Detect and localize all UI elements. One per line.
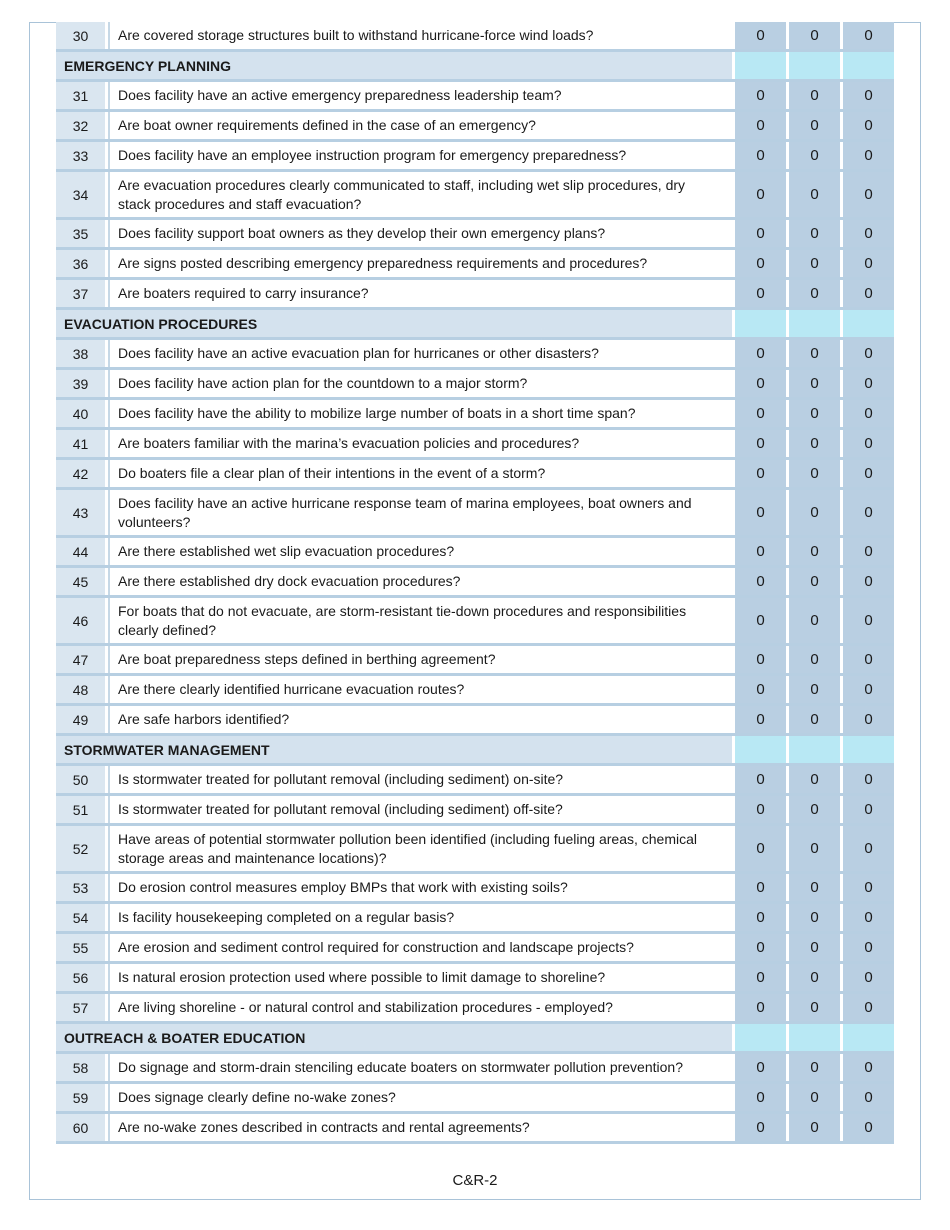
question-text: Are there clearly identified hurricane evacuation routes? (108, 676, 732, 703)
section-title: EMERGENCY PLANNING (56, 52, 732, 79)
question-row (56, 934, 894, 964)
score-cell: 0 (732, 934, 786, 961)
question-number: 36 (56, 250, 108, 277)
section-score-cell (786, 1024, 840, 1051)
question-text: Are boat owner requirements defined in the case of an emergency? (108, 112, 732, 139)
question-number: 49 (56, 706, 108, 733)
score-cell: 0 (786, 766, 840, 793)
score-cell: 0 (786, 280, 840, 307)
page-footer: C&R-2 (452, 1172, 498, 1189)
question-number: 47 (56, 646, 108, 673)
question-number: 42 (56, 460, 108, 487)
score-cell: 0 (786, 676, 840, 703)
question-row (56, 676, 894, 706)
question-row (56, 82, 894, 112)
question-number: 46 (56, 598, 108, 643)
question-text: Are boaters required to carry insurance? (108, 280, 732, 307)
question-row (56, 22, 894, 52)
score-cell: 0 (840, 1114, 894, 1141)
question-text: Are safe harbors identified? (108, 706, 732, 733)
question-text: Do erosion control measures employ BMPs that work with existing soils? (108, 874, 732, 901)
question-number: 52 (56, 826, 108, 871)
score-cell: 0 (732, 538, 786, 565)
question-text: Is facility housekeeping completed on a regular basis? (108, 904, 732, 931)
question-row (56, 280, 894, 310)
section-score-cell (840, 1024, 894, 1051)
question-row (56, 796, 894, 826)
score-cell: 0 (732, 646, 786, 673)
score-cell: 0 (786, 1084, 840, 1111)
section-header-row (56, 310, 894, 340)
question-row (56, 598, 894, 646)
section-score-cell (786, 310, 840, 337)
score-cell: 0 (732, 826, 786, 871)
score-cell: 0 (786, 1114, 840, 1141)
question-text: Are there established dry dock evacuation procedures? (108, 568, 732, 595)
score-cell: 0 (840, 220, 894, 247)
score-cell: 0 (840, 766, 894, 793)
score-cell: 0 (840, 82, 894, 109)
score-cell: 0 (840, 490, 894, 535)
question-row (56, 766, 894, 796)
question-row (56, 904, 894, 934)
question-row (56, 370, 894, 400)
section-score-cell (732, 736, 786, 763)
score-cell: 0 (786, 796, 840, 823)
question-row (56, 1054, 894, 1084)
question-row (56, 1114, 894, 1144)
score-cell: 0 (786, 142, 840, 169)
section-score-cell (786, 52, 840, 79)
question-text: Are boaters familiar with the marina’s evacuation policies and procedures? (108, 430, 732, 457)
question-number: 55 (56, 934, 108, 961)
question-number: 43 (56, 490, 108, 535)
score-cell: 0 (840, 538, 894, 565)
question-number: 40 (56, 400, 108, 427)
score-cell: 0 (840, 340, 894, 367)
score-cell: 0 (786, 646, 840, 673)
question-number: 38 (56, 340, 108, 367)
score-cell: 0 (732, 766, 786, 793)
question-number: 32 (56, 112, 108, 139)
score-cell: 0 (840, 568, 894, 595)
question-text: Does facility have an active emergency preparedness leadership team? (108, 82, 732, 109)
question-row (56, 340, 894, 370)
question-row (56, 490, 894, 538)
score-cell: 0 (786, 400, 840, 427)
score-cell: 0 (786, 490, 840, 535)
section-header-row (56, 736, 894, 766)
score-cell: 0 (840, 1054, 894, 1081)
score-cell: 0 (732, 568, 786, 595)
score-cell: 0 (786, 538, 840, 565)
score-cell: 0 (840, 598, 894, 643)
score-cell: 0 (732, 904, 786, 931)
score-cell: 0 (786, 172, 840, 217)
score-cell: 0 (732, 490, 786, 535)
section-score-cell (786, 736, 840, 763)
question-row (56, 538, 894, 568)
question-row (56, 250, 894, 280)
question-number: 31 (56, 82, 108, 109)
score-cell: 0 (840, 826, 894, 871)
score-cell: 0 (732, 172, 786, 217)
question-text: Does facility have an active evacuation plan for hurricanes or other disasters? (108, 340, 732, 367)
score-cell: 0 (840, 460, 894, 487)
score-cell: 0 (840, 1084, 894, 1111)
score-cell: 0 (732, 1114, 786, 1141)
score-cell: 0 (732, 598, 786, 643)
score-cell: 0 (840, 112, 894, 139)
question-text: Are there established wet slip evacuation procedures? (108, 538, 732, 565)
score-cell: 0 (732, 460, 786, 487)
section-header-row (56, 1024, 894, 1054)
question-text: Is natural erosion protection used where possible to limit damage to shoreline? (108, 964, 732, 991)
score-cell: 0 (732, 280, 786, 307)
score-cell: 0 (840, 400, 894, 427)
score-cell: 0 (732, 994, 786, 1021)
score-cell: 0 (732, 676, 786, 703)
score-cell: 0 (786, 934, 840, 961)
score-cell: 0 (840, 994, 894, 1021)
score-cell: 0 (840, 796, 894, 823)
section-score-cell (732, 1024, 786, 1051)
question-text: Does facility have an employee instruction program for emergency preparedness? (108, 142, 732, 169)
question-number: 30 (56, 22, 108, 49)
score-cell: 0 (786, 22, 840, 49)
section-title: STORMWATER MANAGEMENT (56, 736, 732, 763)
question-row (56, 706, 894, 736)
question-number: 48 (56, 676, 108, 703)
section-score-cell (732, 310, 786, 337)
question-number: 45 (56, 568, 108, 595)
question-number: 59 (56, 1084, 108, 1111)
score-cell: 0 (840, 874, 894, 901)
question-row (56, 964, 894, 994)
score-cell: 0 (786, 826, 840, 871)
score-cell: 0 (786, 904, 840, 931)
score-cell: 0 (786, 568, 840, 595)
question-number: 34 (56, 172, 108, 217)
question-row (56, 568, 894, 598)
score-cell: 0 (840, 934, 894, 961)
question-row (56, 826, 894, 874)
checklist-table (56, 22, 894, 1144)
score-cell: 0 (840, 370, 894, 397)
score-cell: 0 (786, 994, 840, 1021)
score-cell: 0 (840, 22, 894, 49)
score-cell: 0 (786, 430, 840, 457)
question-row (56, 994, 894, 1024)
question-text: Are boat preparedness steps defined in berthing agreement? (108, 646, 732, 673)
question-text: Is stormwater treated for pollutant removal (including sediment) on-site? (108, 766, 732, 793)
question-text: Does signage clearly define no-wake zones? (108, 1084, 732, 1111)
question-number: 50 (56, 766, 108, 793)
question-number: 44 (56, 538, 108, 565)
question-text: Are evacuation procedures clearly communicated to staff, including wet slip procedures, dry stack procedures and staff evacuation? (108, 172, 732, 217)
score-cell: 0 (732, 112, 786, 139)
question-text: Are living shoreline - or natural control and stabilization procedures - employed? (108, 994, 732, 1021)
section-score-cell (732, 52, 786, 79)
score-cell: 0 (732, 796, 786, 823)
score-cell: 0 (786, 112, 840, 139)
section-score-cell (840, 310, 894, 337)
question-text: Are covered storage structures built to withstand hurricane-force wind loads? (108, 22, 732, 49)
score-cell: 0 (840, 646, 894, 673)
score-cell: 0 (786, 82, 840, 109)
question-number: 54 (56, 904, 108, 931)
question-row (56, 112, 894, 142)
score-cell: 0 (786, 706, 840, 733)
question-text: Are erosion and sediment control required for construction and landscape projects? (108, 934, 732, 961)
section-title: EVACUATION PROCEDURES (56, 310, 732, 337)
question-text: Does facility have the ability to mobilize large number of boats in a short time span? (108, 400, 732, 427)
score-cell: 0 (732, 400, 786, 427)
score-cell: 0 (732, 370, 786, 397)
score-cell: 0 (840, 250, 894, 277)
question-row (56, 172, 894, 220)
question-row (56, 1084, 894, 1114)
question-row (56, 646, 894, 676)
score-cell: 0 (840, 172, 894, 217)
question-text: Are signs posted describing emergency preparedness requirements and procedures? (108, 250, 732, 277)
score-cell: 0 (732, 430, 786, 457)
question-row (56, 460, 894, 490)
score-cell: 0 (786, 460, 840, 487)
score-cell: 0 (840, 142, 894, 169)
question-text: Are no-wake zones described in contracts and rental agreements? (108, 1114, 732, 1141)
question-number: 33 (56, 142, 108, 169)
score-cell: 0 (786, 964, 840, 991)
question-row (56, 220, 894, 250)
question-text: Is stormwater treated for pollutant removal (including sediment) off-site? (108, 796, 732, 823)
score-cell: 0 (840, 280, 894, 307)
question-number: 37 (56, 280, 108, 307)
question-text: Does facility have an active hurricane response team of marina employees, boat owners and volunteers? (108, 490, 732, 535)
section-title: OUTREACH & BOATER EDUCATION (56, 1024, 732, 1051)
score-cell: 0 (786, 1054, 840, 1081)
question-text: Does facility support boat owners as they develop their own emergency plans? (108, 220, 732, 247)
question-number: 51 (56, 796, 108, 823)
score-cell: 0 (732, 340, 786, 367)
question-text: Have areas of potential stormwater pollution been identified (including fueling areas, chemical storage areas and maintenance locations)? (108, 826, 732, 871)
section-header-row (56, 52, 894, 82)
score-cell: 0 (732, 220, 786, 247)
question-row (56, 874, 894, 904)
score-cell: 0 (840, 706, 894, 733)
score-cell: 0 (786, 874, 840, 901)
question-row (56, 400, 894, 430)
question-number: 58 (56, 1054, 108, 1081)
score-cell: 0 (732, 22, 786, 49)
question-text: Do signage and storm-drain stenciling educate boaters on stormwater pollution prevention? (108, 1054, 732, 1081)
score-cell: 0 (732, 706, 786, 733)
score-cell: 0 (840, 676, 894, 703)
score-cell: 0 (732, 874, 786, 901)
question-number: 56 (56, 964, 108, 991)
question-text: Does facility have action plan for the countdown to a major storm? (108, 370, 732, 397)
score-cell: 0 (732, 1054, 786, 1081)
question-row (56, 430, 894, 460)
question-row (56, 142, 894, 172)
section-score-cell (840, 52, 894, 79)
score-cell: 0 (840, 430, 894, 457)
question-text: For boats that do not evacuate, are storm-resistant tie-down procedures and responsibilities clearly defined? (108, 598, 732, 643)
score-cell: 0 (732, 82, 786, 109)
question-number: 41 (56, 430, 108, 457)
section-score-cell (840, 736, 894, 763)
question-text: Do boaters file a clear plan of their intentions in the event of a storm? (108, 460, 732, 487)
score-cell: 0 (786, 340, 840, 367)
question-number: 39 (56, 370, 108, 397)
score-cell: 0 (732, 142, 786, 169)
score-cell: 0 (786, 370, 840, 397)
score-cell: 0 (732, 964, 786, 991)
score-cell: 0 (786, 250, 840, 277)
score-cell: 0 (732, 250, 786, 277)
question-number: 35 (56, 220, 108, 247)
score-cell: 0 (786, 220, 840, 247)
score-cell: 0 (840, 904, 894, 931)
score-cell: 0 (840, 964, 894, 991)
score-cell: 0 (732, 1084, 786, 1111)
question-number: 60 (56, 1114, 108, 1141)
score-cell: 0 (786, 598, 840, 643)
question-number: 57 (56, 994, 108, 1021)
question-number: 53 (56, 874, 108, 901)
